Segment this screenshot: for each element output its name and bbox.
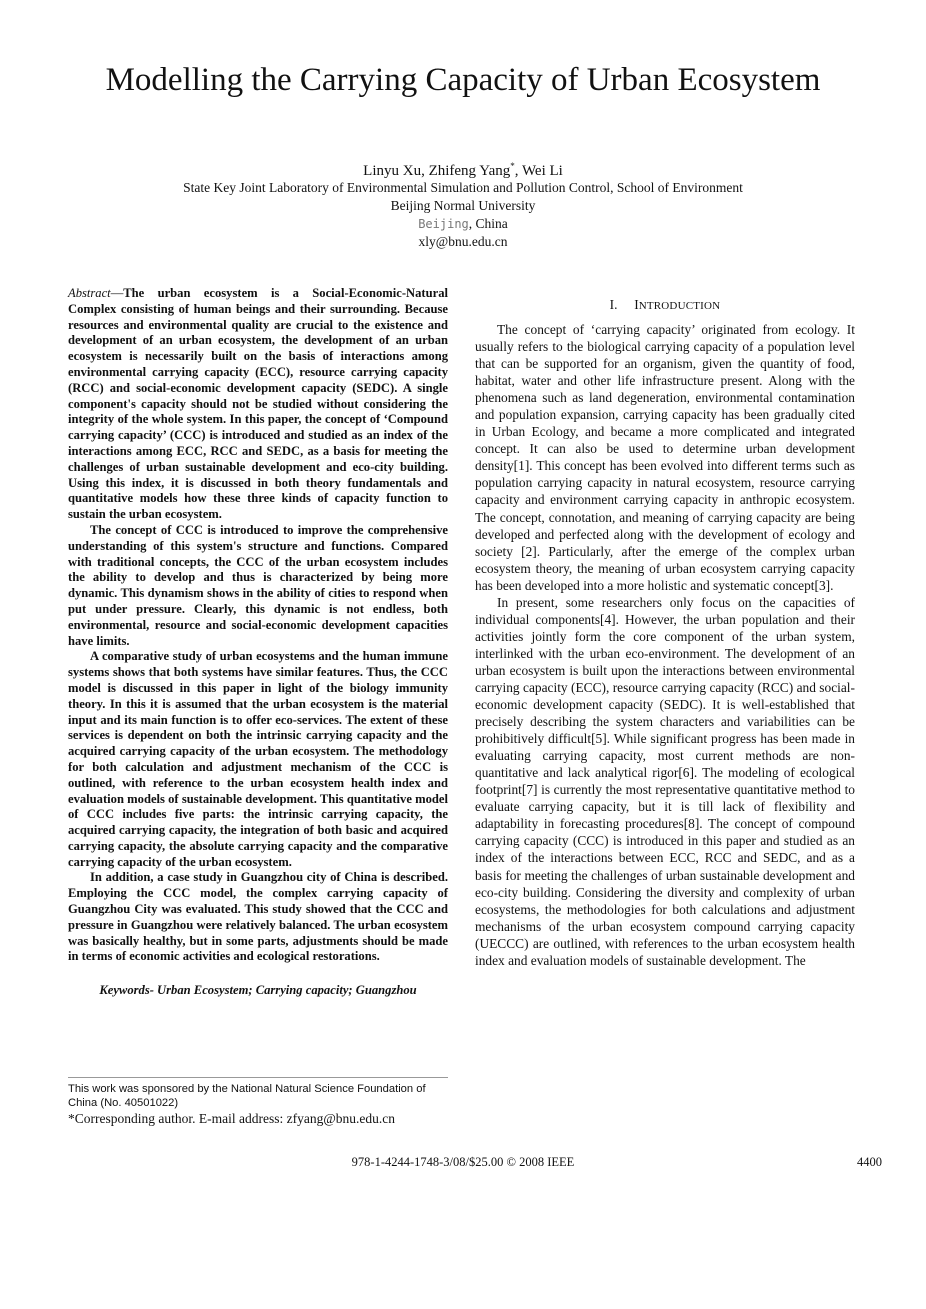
author-list — [0, 156, 926, 181]
keywords: Keywords- Urban Ecosystem; Carrying capacity; Guangzhou — [99, 983, 417, 998]
page-number: 4400 — [857, 1155, 882, 1169]
section-number: I. — [609, 297, 618, 312]
abstract-paragraph-1 — [68, 286, 448, 523]
affiliation-country: , China — [468, 216, 508, 231]
affiliation-email[interactable]: xly@bnu.edu.cn — [418, 234, 508, 249]
abstract-paragraph-3: A comparative study of urban ecosystems and the human immune systems shows that both systems have similar features. Thus, the CCC model is discussed in this paper in light of the biology immunity theory. In this it is assumed that the urban ecosystem is the material input and its main function is to offer eco-services. The extent of these services is dependent on both the intrinsic carrying capacity and the acquired carrying capacity of the urban ecosystem. The methodology for both calculation and adjustment mechanism of the CCC is outlined, with reference to the urban ecosystem health index and evaluation models of sustainable development. This quantitative model of CCC includes five parts: the intrinsic carrying capacity, the acquired carrying capacity, the integration of both basic and acquired carrying capacity, the absolute carrying capacity and the comparative carrying capacity of the urban ecosystem. — [68, 649, 448, 869]
abstract-paragraph-4: In addition, a case study in Guangzhou city of China is described. Employing the CCC model, the complex carrying capacity of Guangzhou City was evaluated. This study showed that the CCC and pressure in Guangzhou were relatively balanced. The urban ecosystem was basically healthy, but in some parts, adjustments should be made in terms of economic activities and ecological restorations. — [68, 870, 448, 964]
footnote-sponsor: This work was sponsored by the National Natural Science Foundation of China (No. 40501022) — [68, 1083, 426, 1109]
intro-paragraph-2: In present, some researchers only focus on the capacities of individual components[4]. However, the urban population and their activities jointly form the core component of the urban system, interlinked with the urban eco-environment. The development of an urban ecosystem is built upon the interactions between environmental carrying capacity (ECC), resource carrying capacity (RCC) and social-economic development capacity (SEDC). It is well-established that precisely describing the system characters and variabilities can be prohibitively difficult[5]. While significant progress has been made in evaluating carrying capacity, most current methods are non-quantitative and lack analytical rigor[6]. The modeling of ecological footprint[7] is currently the most representative quantitative method to evaluate carrying capacity, but it is till lack of flexibility and adaptability in forecasting procedures[8]. The concept of compound carrying capacity (CCC) is introduced in this paper and studied as an index of the interactions between ECC, RCC and SEDC, and as a basis for meeting the challenges of urban sustainable development and eco-city building. Considering the diversity and complexity of urban ecosystems, the methodologies for both calculations and adjustment mechanisms of the urban ecosystem compound carrying capacity (UECCC) are outlined, with references to the urban ecosystem health index and evaluation models of sustainable development. The — [475, 594, 855, 968]
footnote-corresponding-author: *Corresponding author. E-mail address: zfyang@bnu.edu.cn — [68, 1111, 395, 1126]
abstract-text-1: The urban ecosystem is a Social-Economic-Natural Complex consisting of human beings and their surrounding. Because resources and environmental quality are crucial to the existence and development of an urban ecosystem, the development of an urban ecosystem is necessarily built on the basis of interactions among environmental carrying capacity (ECC), resource carrying capacity (RCC) and social-economic development capacity (SEDC). A single component's capacity should not be studied without considering the integrity of the whole system. In this paper, the concept of ‘Compound carrying capacity’ (CCC) is introduced and studied as an index of the interactions among ECC, RCC and SEDC, as a basis for meeting the challenges of urban sustainable development and eco-city building. Using this index, it is discussed in both theory fundamentals and quantitative models how these three kinds of capacity function to sustain the urban ecosystem. — [68, 286, 448, 522]
affiliation-line-2: Beijing Normal University — [390, 198, 536, 213]
affiliation-city: Beijing — [418, 217, 469, 231]
abstract-dash: — — [110, 286, 124, 300]
paper-title: Modelling the Carrying Capacity of Urban Ecosystem — [105, 62, 821, 98]
author-names-2: , Wei Li — [514, 163, 563, 179]
footer-isbn: 978-1-4244-1748-3/08/$25.00 © 2008 IEEE — [351, 1155, 575, 1169]
abstract-paragraph-2: The concept of CCC is introduced to improve the comprehensive understanding of this system's structure and functions. Compared with traditional concepts, the CCC of the urban ecosystem includes the ability to develop and thus is characterized by being more dynamic. This dynamism shows in the ability of cities to respond when put under pressure. Clearly, this dynamic is not endless, both environmental, resource and social-economic development capacities have limits. — [68, 522, 448, 648]
abstract-label: Abstract — [68, 286, 111, 300]
affiliation-block — [0, 179, 926, 251]
section-heading-introduction — [475, 296, 855, 315]
intro-paragraph-1: The concept of ‘carrying capacity’ originated from ecology. It usually refers to the biological carrying capacity of a population level that can be supported for an organism, given the quantity of food, habitat, water and other life infrastructure present. Along with the phenomena such as land degeneration, environmental contamination and population expansion, carrying capacity has been gradually cited in Urban Ecology, and became a more complicated and integrated concept. It can also be used to determine urban development density[1]. This concept has been evolved into different terms such as population carrying capacity in natural ecosystem, resource carrying capacity and environment carrying capacity in anthropic ecosystem. The concept, connotation, and meaning of carrying capacity are being developed and perfected along with the development of ecology and society [2]. Particularly, after the emerge of the complex urban ecosystem theory, the meaning of urban ecosystem carrying capacity has been developed into a more holistic and systematic concept[3]. — [475, 322, 855, 593]
left-column — [68, 286, 448, 999]
affiliation-location — [0, 215, 926, 233]
footnote-rule — [68, 1077, 448, 1078]
section-title-initial: I — [634, 297, 639, 312]
affiliation-line-1: State Key Joint Laboratory of Environmental Simulation and Pollution Control, School of Environment — [183, 180, 743, 195]
section-title-rest: NTRODUCTION — [638, 300, 721, 312]
right-column — [475, 296, 855, 969]
author-names-1: Linyu Xu, Zhifeng Yang — [363, 163, 511, 179]
corresponding-star: * — [510, 161, 515, 171]
